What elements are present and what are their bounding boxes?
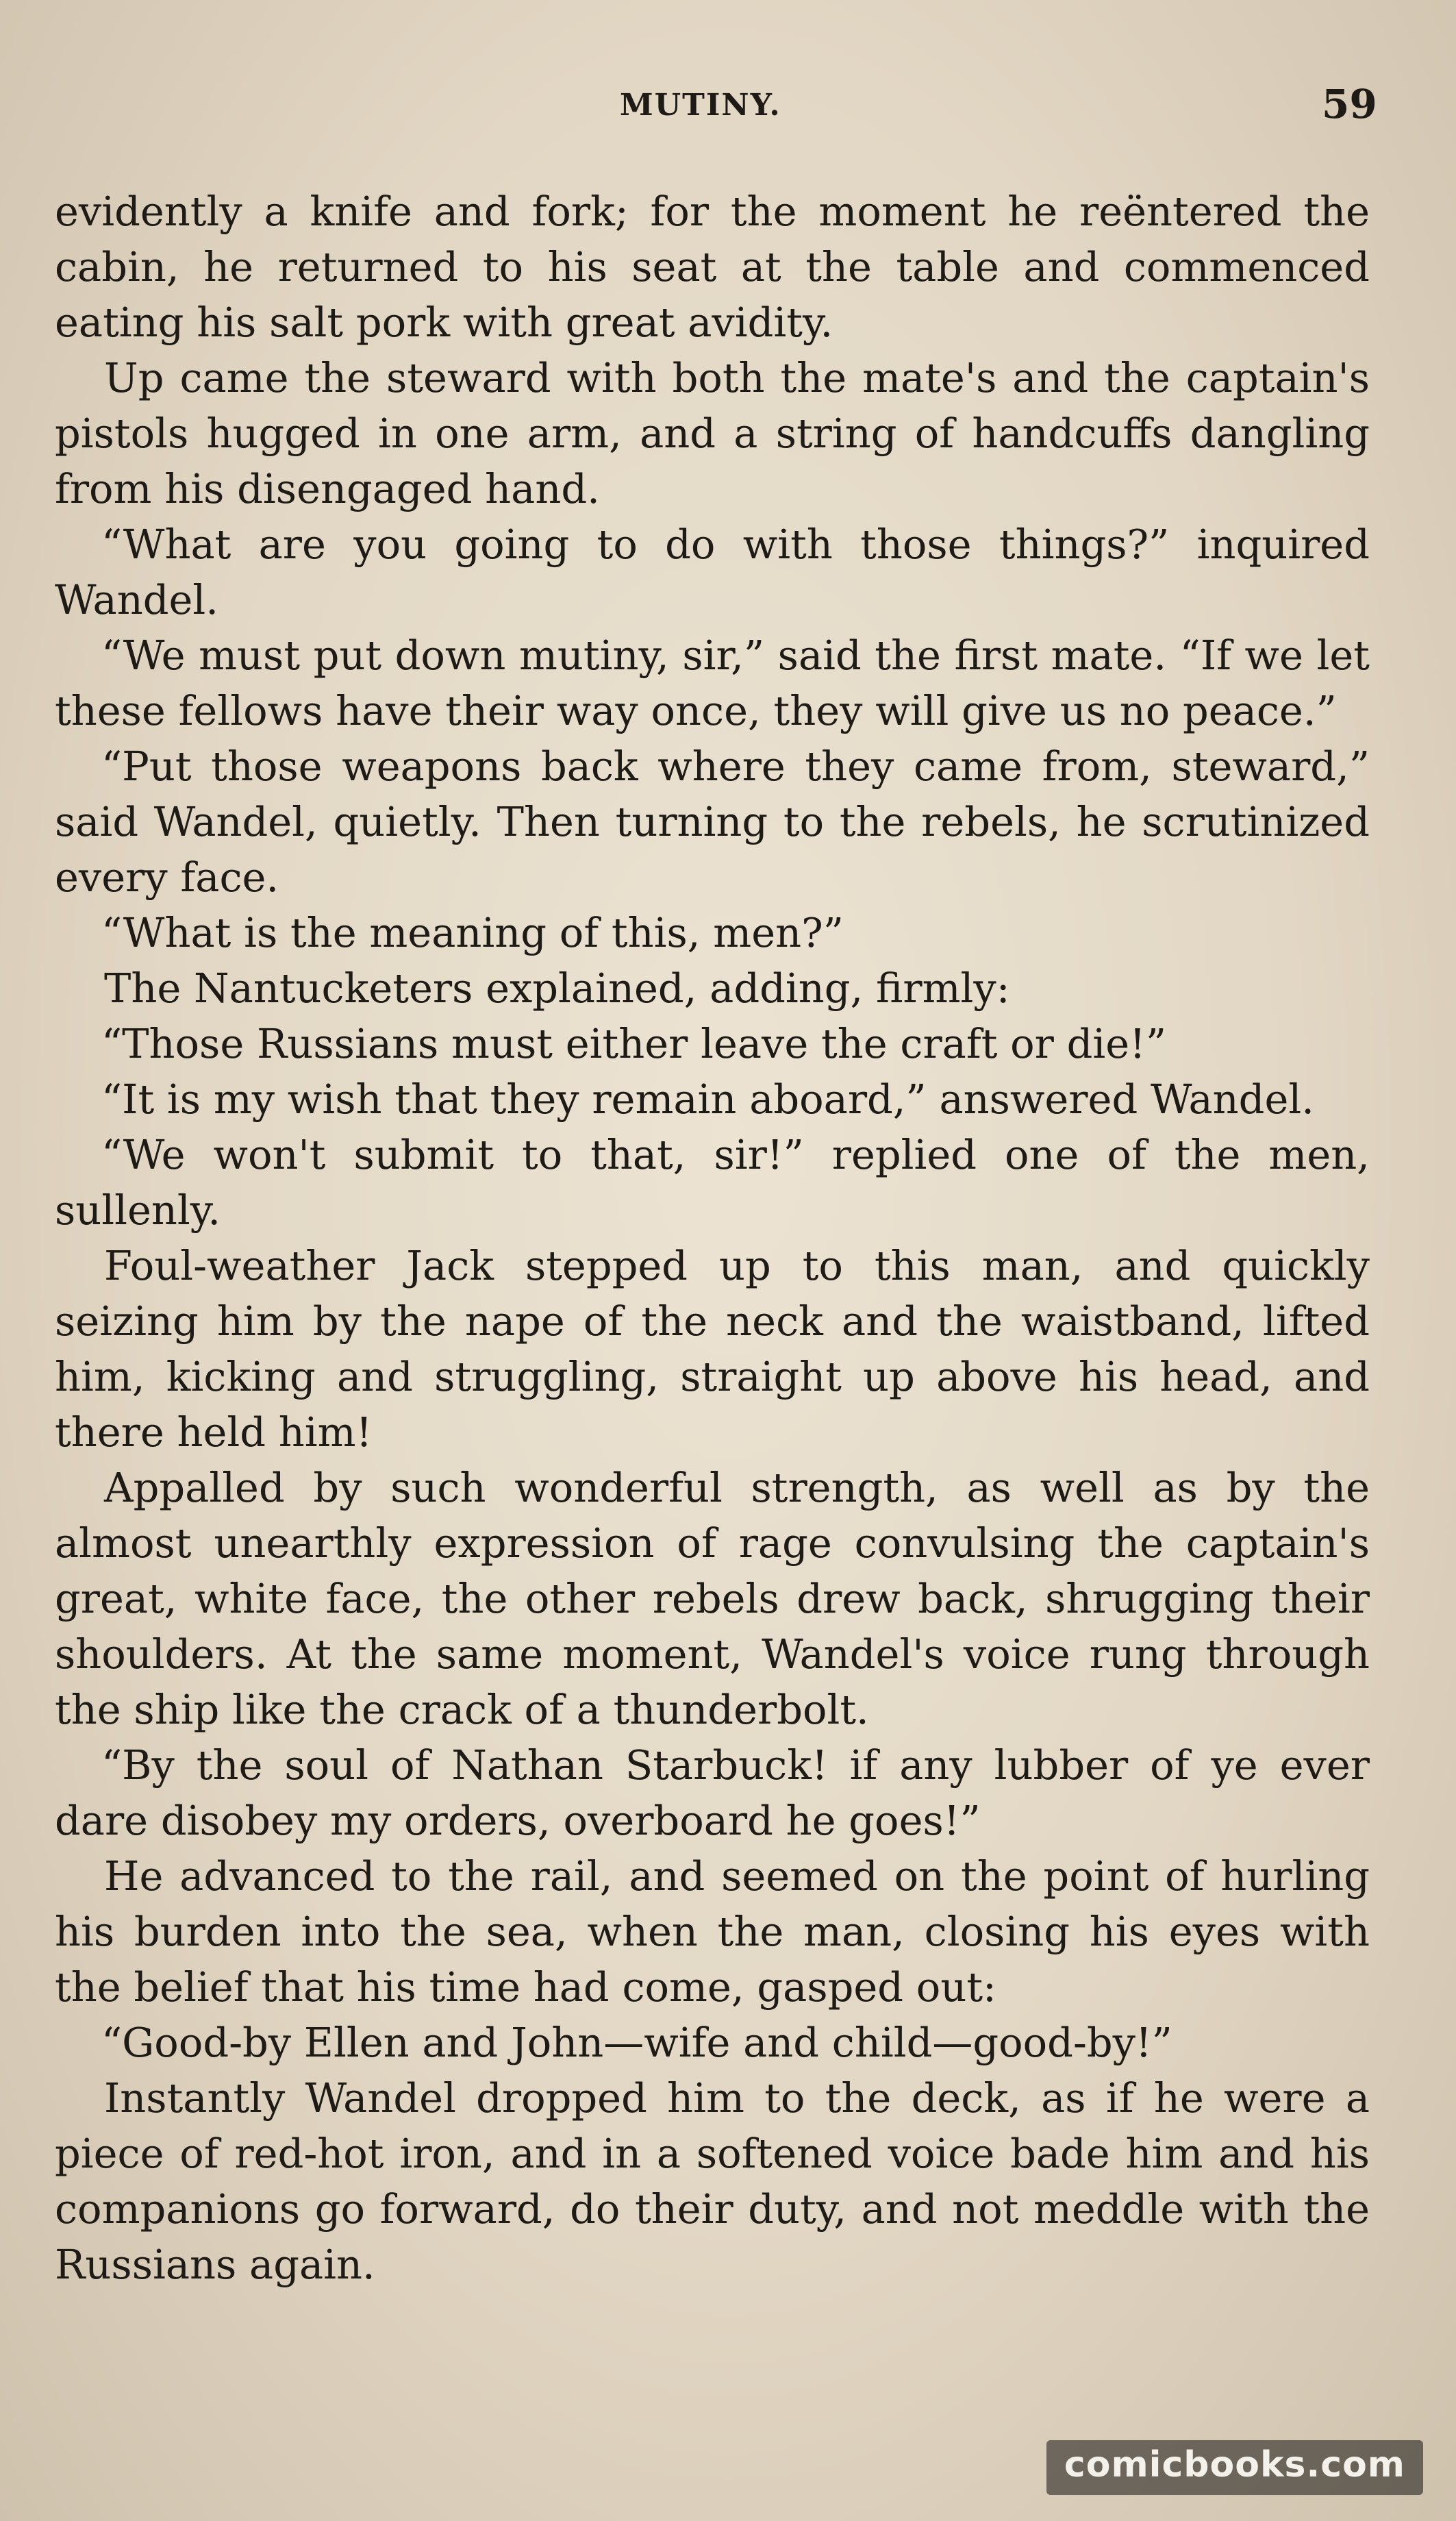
- watermark-logo: comicbooks.com: [1046, 2440, 1423, 2495]
- paragraph: “Those Russians must either leave the craft or die!”: [101, 1020, 1167, 1067]
- paragraph: “We won't submit to that, sir!” replied one of the men, sullenly.: [55, 1131, 1370, 1234]
- page-number: 59: [1322, 81, 1377, 127]
- paragraph: “What is the meaning of this, men?”: [101, 909, 844, 956]
- paragraph: He advanced to the rail, and seemed on the point of hurling his burden into the sea, when the man, closing his eyes with the belief that his time had come, gasped out:: [55, 1852, 1370, 2011]
- body-text: [55, 184, 1370, 2292]
- paragraph: “What are you going to do with those things?” inquired Wandel.: [55, 521, 1370, 623]
- paragraph: evidently a knife and fork; for the moment he reëntered the cabin, he returned to his seat at the table and commenced eating his salt pork with great avidity.: [55, 188, 1370, 346]
- paragraph: Instantly Wandel dropped him to the deck, as if he were a piece of red-hot iron, and in a softened voice bade him and his companions go forward, do their duty, and not meddle with the Russians again.: [55, 2074, 1370, 2288]
- paragraph: “It is my wish that they remain aboard,” answered Wandel.: [101, 1076, 1314, 1123]
- page-header: [0, 81, 1456, 136]
- paragraph: Up came the steward with both the mate's and the captain's pistols hugged in one arm, and a string of handcuffs dangling from his disengaged hand.: [55, 354, 1370, 512]
- paragraph: “Put those weapons back where they came from, steward,” said Wandel, quietly. Then turning to the rebels, he scrutinized every face.: [55, 743, 1370, 901]
- paragraph: “By the soul of Nathan Starbuck! if any lubber of ye ever dare disobey my orders, overboard he goes!”: [55, 1741, 1370, 1844]
- paragraph: “We must put down mutiny, sir,” said the first mate. “If we let these fellows have their way once, they will give us no peace.”: [55, 632, 1370, 734]
- paragraph: Foul-weather Jack stepped up to this man, and quickly seizing him by the nape of the neck and the waistband, lifted him, kicking and struggling, straight up above his head, and there held him!: [55, 1242, 1370, 1456]
- paragraph: Appalled by such wonderful strength, as well as by the almost unearthly expression of rage convulsing the captain's great, white face, the other rebels drew back, shrugging their shoulders. At the same moment, Wandel's voice rung through the ship like the crack of a thunderbolt.: [55, 1464, 1370, 1733]
- paragraph: “Good-by Ellen and John—wife and child—good-by!”: [101, 2019, 1172, 2066]
- running-title: MUTINY.: [620, 88, 781, 123]
- paragraph: The Nantucketers explained, adding, firmly:: [104, 965, 1010, 1012]
